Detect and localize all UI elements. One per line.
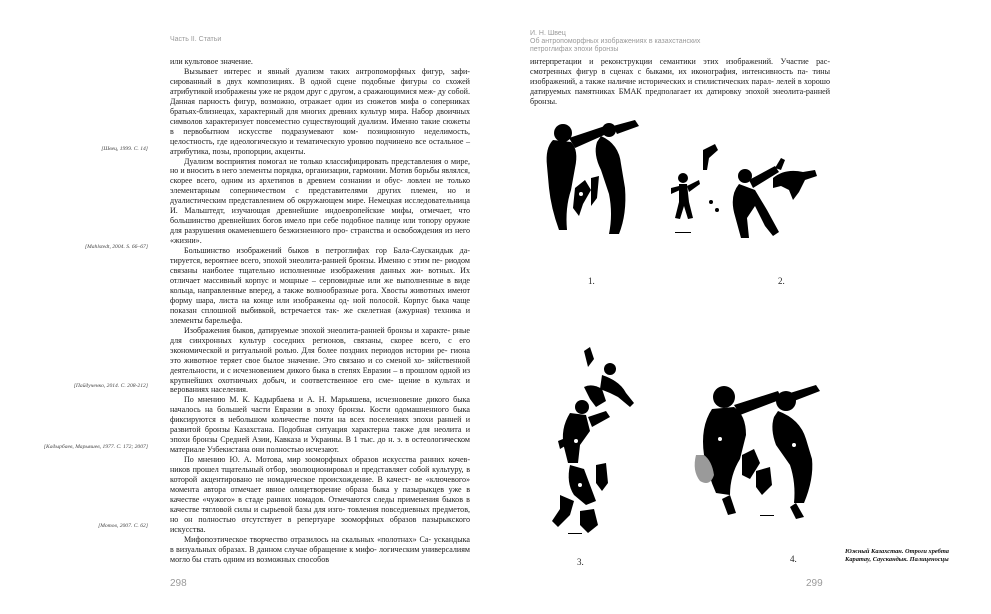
page-number-left: 298: [170, 578, 187, 589]
right-text-column: [530, 57, 830, 108]
figure-caption: Южный Казахстан. Отроги хребта Каратау, Саускандык. Палиценосцы: [845, 548, 949, 563]
running-header-right: [530, 30, 700, 54]
paragraph-6: По мнению Ю. А. Мотова, мир зооморфных образов искусства ранних кочев- ников прошел тщательный отбор, эволюционировал и представляет собой культуру, в которой акцентировано не номадическое происхождение. В качест- ве «ключевого» момента автора отмечает явное олицетворение образа быка у пазырыкцев уже в качестве «чужого» в стаде ранних номадов. Отмечаются следы применения быков в качестве тягловой силы и сырьевой базы для изго- товления повседневных предметов, но он полностью отсутствует в репертуаре зооморфных образов пазырыкского искусства.: [170, 455, 471, 534]
paragraph-0: или культовое значение.: [170, 57, 253, 66]
paragraph-2: Дуализм восприятия помогал не только классифицировать представления о мире, но и вносить в него элементы порядка, организации, гармонии. Мотив борьбы являлся, скорее всего, одним из архетипов в древнем сознании и обус- ловлен не только элементарным соперничеством с представителями других племен, но и дуалистическим представлением об окружающем мире. Немецкая исследовательница И. Мальштедт, изучающая древнейшие индоевропейские мифы, отмечает, что большинство древнейших богов имело при себе подобное палице или топору оружие для разрушения окаменевшего безжизненного про- странства и освобождения из него «жизни».: [170, 156, 471, 246]
margin-ref-2: [Mahlstedt, 2004. S. 66–67]: [84, 244, 148, 250]
margin-ref-4: [Кадырбаев, Марьяшев, 1977. С. 172; 2007]: [43, 444, 148, 450]
figure-4-number: 4.: [790, 554, 797, 564]
running-header-left: Часть II. Статьи: [170, 36, 222, 43]
figure-3-petroglyph: [540, 345, 645, 540]
paragraph-5: По мнению М. К. Кадырбаева и А. Н. Марьяшева, исчезновение дикого быка началось на большей части Евразии в эпоху бронзы. Кости одомашненного быка фиксируются в небольшом количестве почти на всех поселениях эпохи ранней и развитой бронзы Казахстана. Подобная ситуация характерна также для неолита и эпохи бронзы Средней Азии, Кавказа и Украины. В 1 тыс. до н. э. в остеологическом материале Узбекистана они полностью исчезают.: [170, 395, 471, 455]
page-number-right: 299: [806, 578, 823, 589]
margin-ref-3: [Пайдученко, 2014. С. 208-212]: [73, 383, 148, 389]
header-author: И. Н. Швец: [530, 30, 566, 37]
figure-2-number: 2.: [778, 276, 785, 286]
header-title-line-2: петроглифах эпохи бронзы: [530, 46, 619, 53]
figure-1-petroglyph: [535, 118, 645, 238]
header-title-line-1: Об антропоморфных изображениях в казахстанских: [530, 38, 701, 45]
paragraph-1: Вызывает интерес и явный дуализм таких антропоморфных фигур, зафи- сированный в двух композициях. В одной сцене подобные фигуры со схожей атрибутикой изображены уже не рядом друг с другом, а сражающимися меж- ду собой. Данная парность фигур, возможно, отражает один из сюжетов мифа о соперниках братьях-близнецах, характерный для многих древних культур мира. Набор двоичных символов характеризует повсеместно существующий дуализм. Именно такие сюжеты в первобытном искусстве подразумевают ком- позиционную неделимость, целостность, где идеологическую и тематическую уровню подчинено все остальное – атрибутика, позы, пропорции, акценты.: [170, 66, 471, 156]
margin-ref-1: [Швец, 1999. С. 14]: [101, 146, 148, 152]
figure-1-number: 1.: [588, 276, 595, 286]
right-paragraph: интерпретации и реконструкции семантики этих изображений. Участие рас- смотренных фигур в сценах с быками, их иконография, интенсивность па- тины изображений, а также наличие исторических и стилистических парал- лелей в хорошо датируемых памятниках БМАК предполагает их датировку эпохой энеолита-ранней бронзы.: [530, 57, 831, 106]
figure-2-petroglyph: [655, 140, 820, 250]
figure-3-number: 3.: [577, 557, 584, 567]
margin-ref-5: [Мотов, 2007. С. 62]: [98, 523, 148, 529]
paragraph-7: Мифопоэтическое творчество отразилось на скальных «полотнах» Са- ускандыка в визуальных образах. В данном случае обращение к мифо- логическим универсалиям могло бы стать одним из возможных способов: [170, 534, 470, 564]
left-text-column: [170, 57, 470, 565]
figure-4-petroglyph: [690, 375, 825, 525]
paragraph-3: Большинство изображений быков в петроглифах гор Бала-Саускандык да- тируется, вероятнее всего, эпохой энеолита-ранней бронзы. Именно с этим пе- риодом связаны наиболее тщательно исполненные изображения данных жи- вотных. Их отличает массивный корпус и мощные – серповидные или же выполненные в виде кольца, направленные вперед, а также волнообразные рога. Хвосты животных имеют форму шара, листа на конце или изображены од- ной полосой. Корпус быка чаще показан сплошной выбивкой, встречается так- же скелетная (ажурная) техника и элементы барельефа.: [170, 246, 471, 325]
paragraph-4: Изображения быков, датируемые эпохой энеолита-ранней бронзы и характе- рные для синхронных культур соседних регионов, связаны, скорее всего, с его экономической и ритуальной ролью. Для более поздних периодов истории ре- гиона это животное теряет свое былое значение. Это связано и со сменой хо- зяйственной деятельности, и с исчезновением дикого быка в степях Евразии – в прошлом одной из крупнейших охотничьих добыч, и соответственное его сме- щение в культах и верованиях населения.: [170, 325, 470, 395]
